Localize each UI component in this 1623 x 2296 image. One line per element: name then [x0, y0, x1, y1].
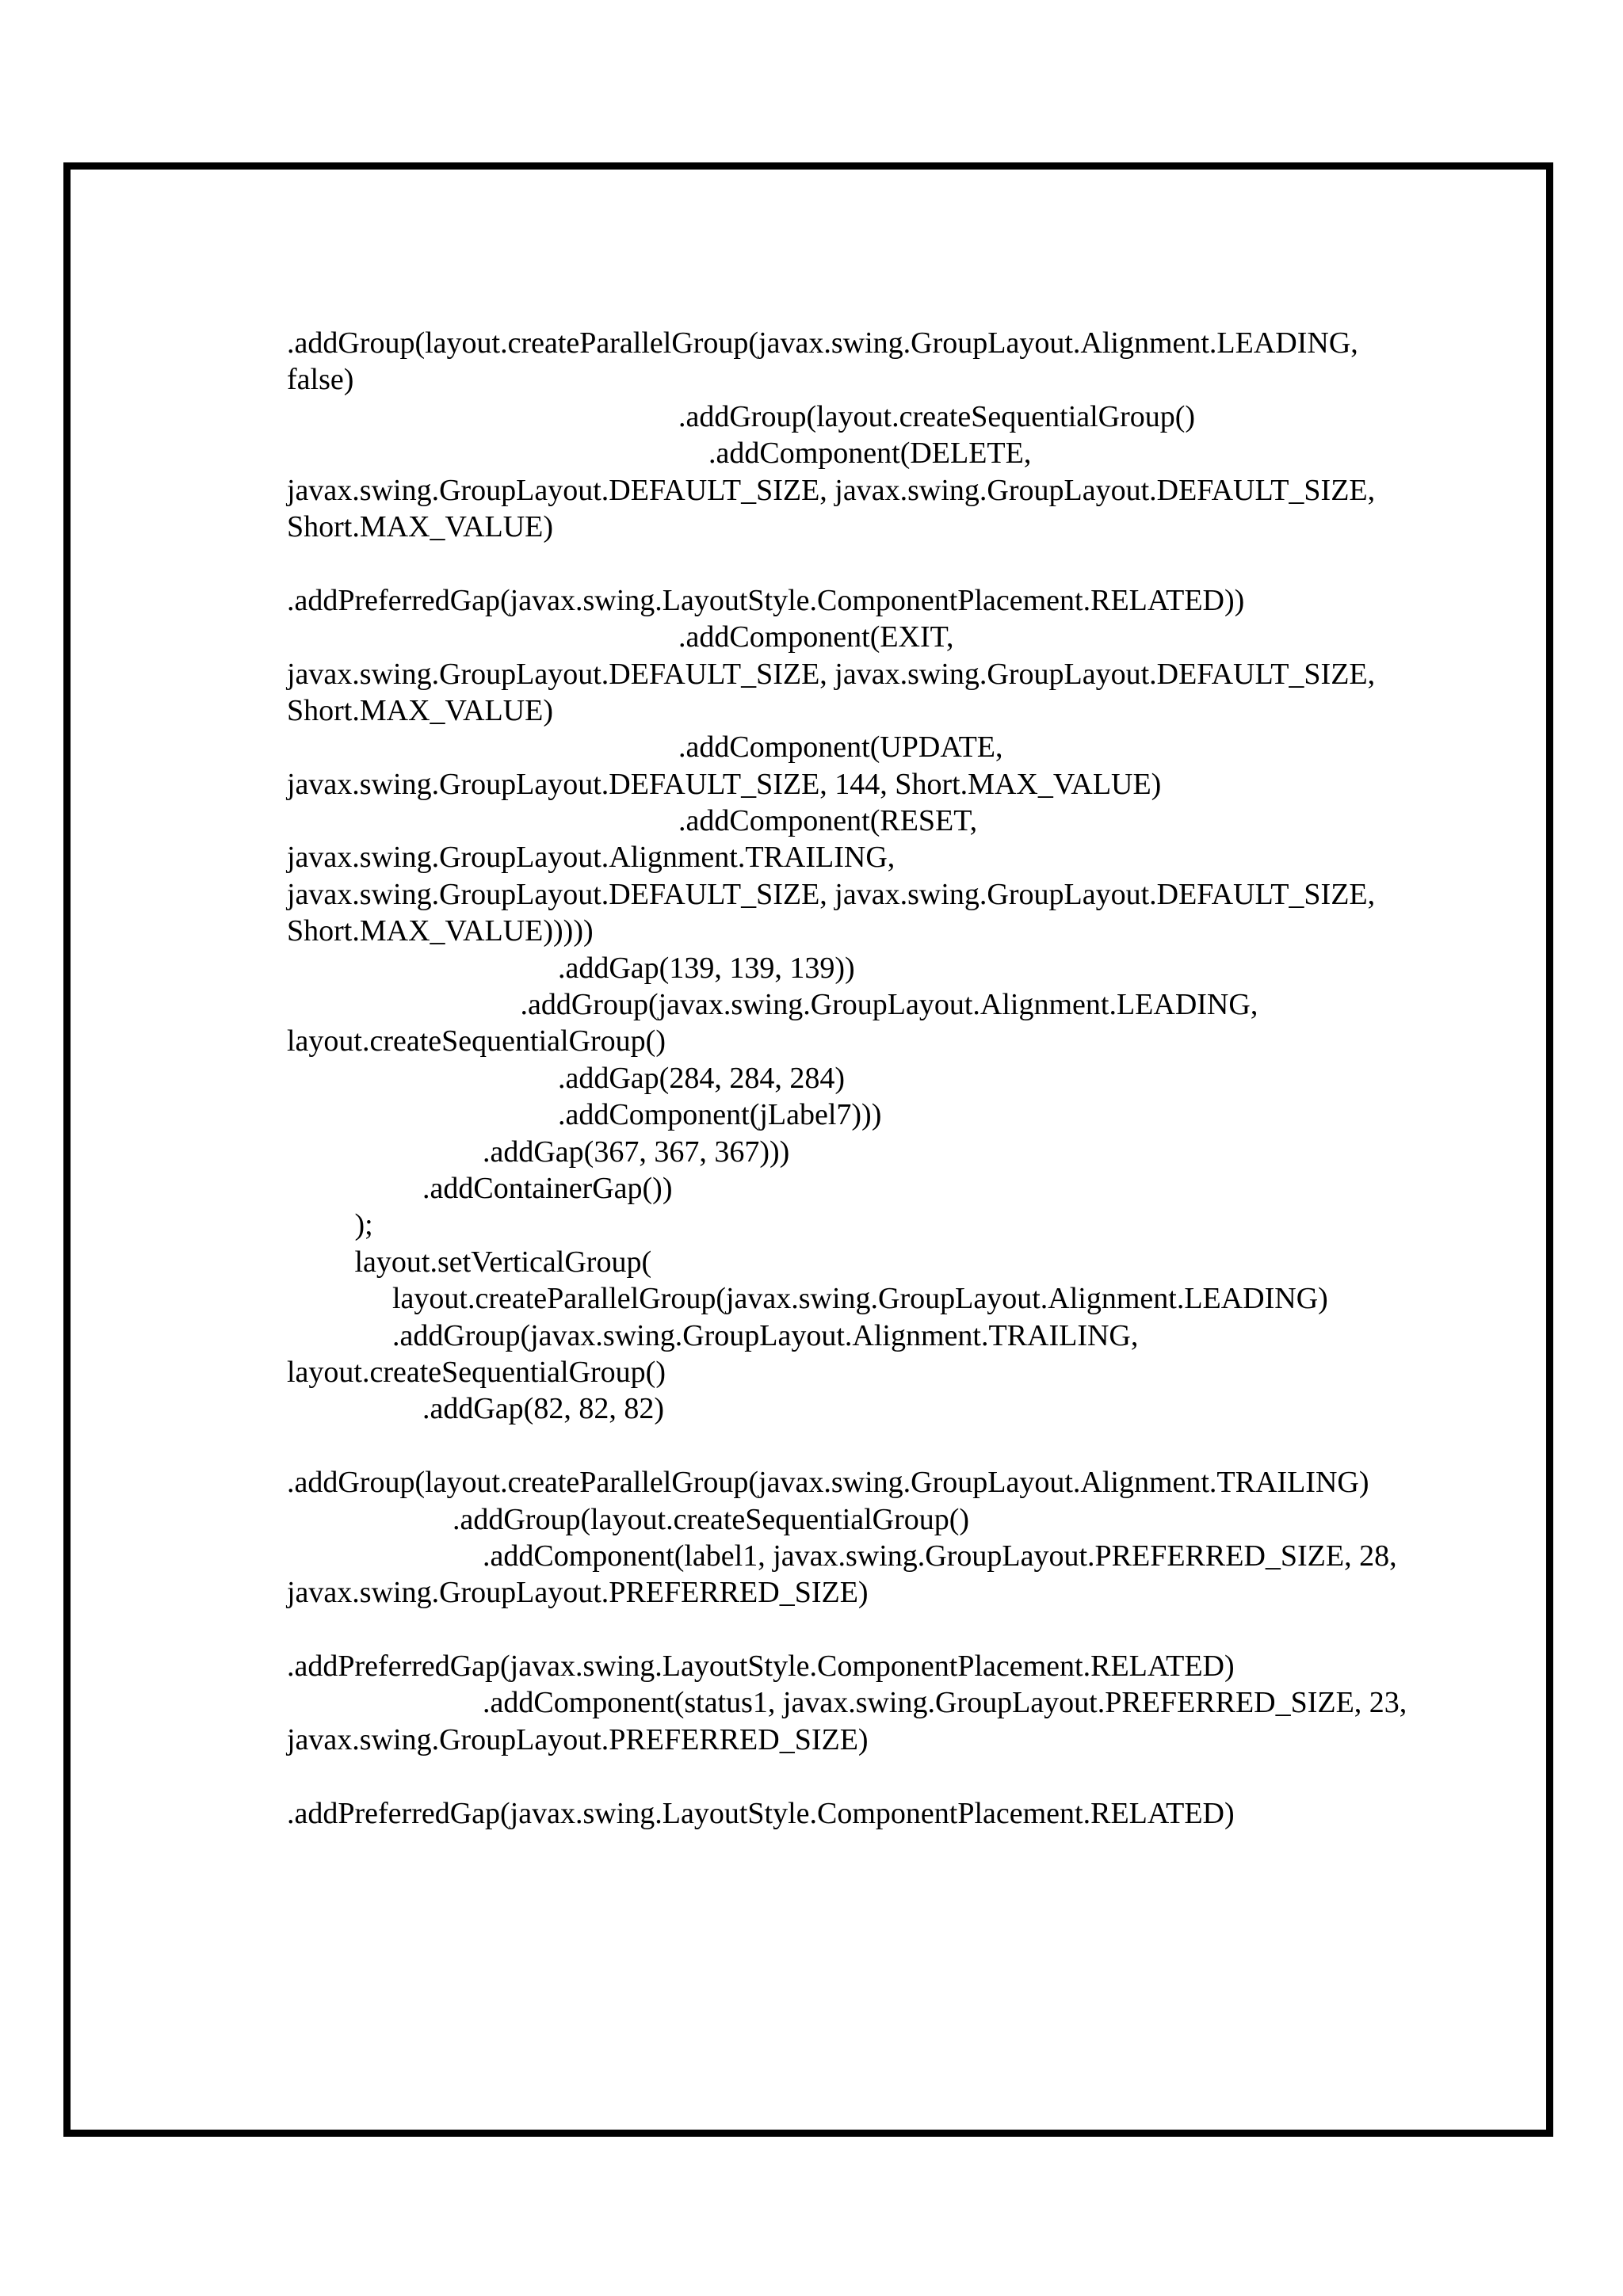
code-line: [287, 1611, 1476, 1648]
code-line: .addGroup(layout.createSequentialGroup(): [287, 399, 1196, 433]
code-line: layout.createParallelGroup(javax.swing.GroupLayout.Alignment.LEADING): [287, 1282, 1328, 1316]
code-line: Short.MAX_VALUE))))): [287, 914, 594, 948]
code-line: .addGroup(javax.swing.GroupLayout.Alignment.TRAILING,: [287, 1318, 1139, 1352]
code-line: layout.createSequentialGroup(): [287, 1024, 666, 1058]
code-line: .addComponent(status1, javax.swing.GroupLayout.PREFERRED_SIZE, 23,: [287, 1686, 1407, 1720]
code-line: javax.swing.GroupLayout.DEFAULT_SIZE, javax.swing.GroupLayout.DEFAULT_SIZE,: [287, 657, 1376, 691]
code-line: [287, 1832, 1476, 1868]
code-line: .addGap(367, 367, 367))): [287, 1135, 790, 1169]
code-line: javax.swing.GroupLayout.DEFAULT_SIZE, javax.swing.GroupLayout.DEFAULT_SIZE,: [287, 877, 1376, 911]
code-line: .addComponent(UPDATE,: [287, 730, 1003, 765]
code-line: .addGroup(layout.createParallelGroup(javax.swing.GroupLayout.Alignment.LEADING,: [287, 326, 1358, 360]
code-line: javax.swing.GroupLayout.PREFERRED_SIZE): [287, 1722, 869, 1756]
code-line: layout.setVerticalGroup(: [287, 1245, 652, 1279]
code-line: layout.createSequentialGroup(): [287, 1355, 666, 1389]
code-line: .addComponent(jLabel7))): [287, 1098, 882, 1132]
code-listing: [287, 325, 1476, 1868]
code-line: .addGap(139, 139, 139)): [287, 951, 855, 985]
code-line: javax.swing.GroupLayout.Alignment.TRAILING,: [287, 841, 896, 875]
code-line: false): [287, 363, 354, 397]
code-line: .addGroup(javax.swing.GroupLayout.Alignment.LEADING,: [287, 988, 1258, 1022]
code-line: .addGroup(layout.createParallelGroup(javax.swing.GroupLayout.Alignment.TRAILING): [287, 1466, 1369, 1500]
code-line: javax.swing.GroupLayout.DEFAULT_SIZE, javax.swing.GroupLayout.DEFAULT_SIZE,: [287, 473, 1376, 507]
code-line: Short.MAX_VALUE): [287, 693, 554, 727]
code-line: .addComponent(label1, javax.swing.GroupLayout.PREFERRED_SIZE, 28,: [287, 1539, 1397, 1573]
code-line: .addGap(82, 82, 82): [287, 1392, 664, 1426]
code-line: );: [287, 1208, 373, 1242]
code-line: javax.swing.GroupLayout.PREFERRED_SIZE): [287, 1576, 869, 1610]
code-line: [287, 1758, 1476, 1794]
code-line: .addComponent(RESET,: [287, 804, 978, 838]
code-line: .addPreferredGap(javax.swing.LayoutStyle.ComponentPlacement.RELATED): [287, 1650, 1235, 1684]
code-line: Short.MAX_VALUE): [287, 509, 554, 543]
code-line: .addComponent(EXIT,: [287, 620, 954, 654]
code-line: .addPreferredGap(javax.swing.LayoutStyle.ComponentPlacement.RELATED)): [287, 583, 1245, 617]
code-line: .addContainerGap()): [287, 1171, 673, 1205]
code-line: javax.swing.GroupLayout.DEFAULT_SIZE, 144, Short.MAX_VALUE): [287, 767, 1162, 801]
code-line: .addGap(284, 284, 284): [287, 1061, 845, 1095]
code-line: [287, 1428, 1476, 1464]
code-line: .addPreferredGap(javax.swing.LayoutStyle.ComponentPlacement.RELATED): [287, 1796, 1235, 1830]
code-line: .addGroup(layout.createSequentialGroup(): [287, 1502, 970, 1536]
code-line: [287, 545, 1476, 582]
code-line: .addComponent(DELETE,: [287, 437, 1032, 471]
